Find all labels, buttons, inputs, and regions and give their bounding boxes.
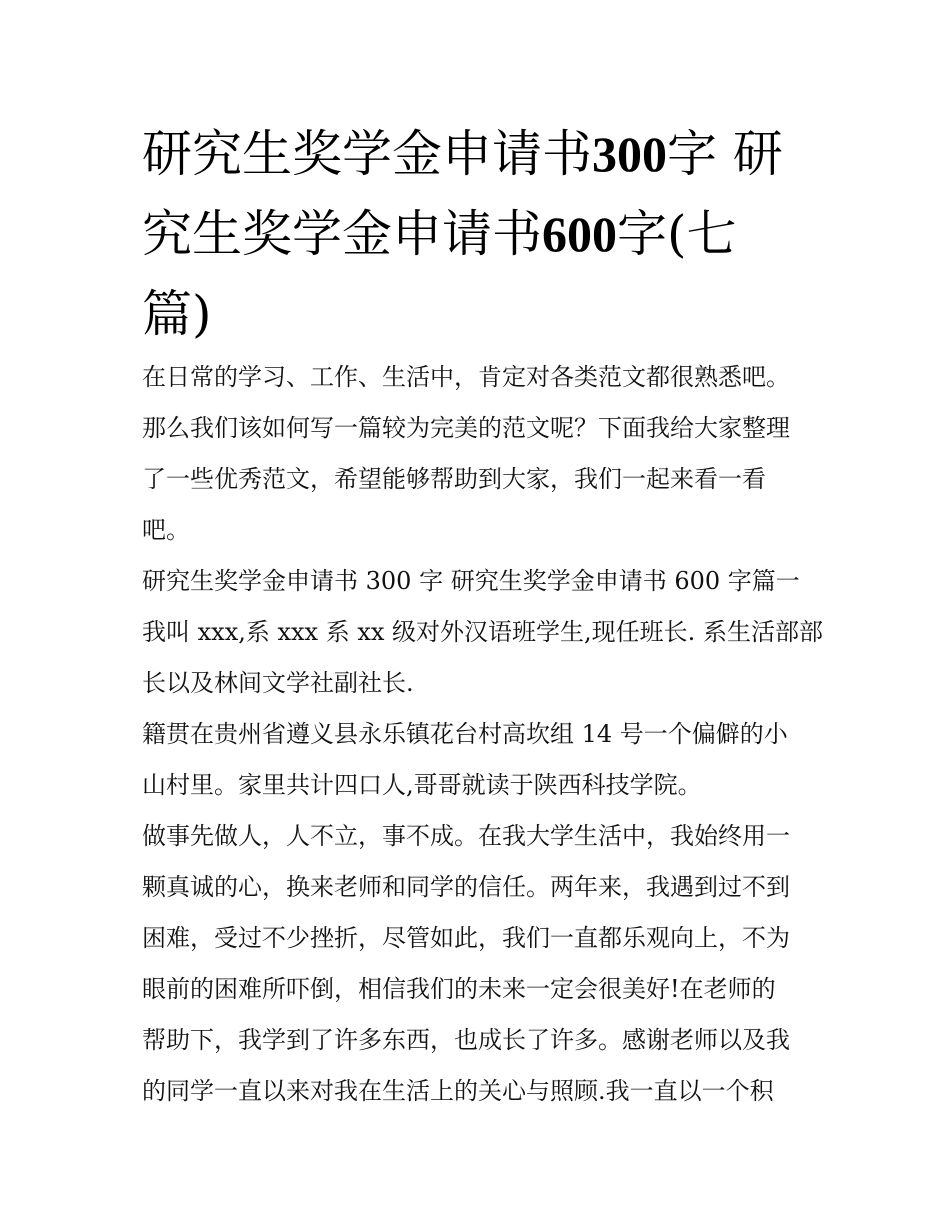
title-line-2: 究生奖学金申请书600字(七 [142,205,737,263]
document-title [142,114,832,354]
body-line: 在日常的学习、工作、生活中，肯定对各类范文都很熟悉吧。 [142,363,790,391]
body-line: 那么我们该如何写一篇较为完美的范文呢？下面我给大家整理 [142,414,790,442]
body-line: 我叫 xxx,系 xxx 系 xx 级对外汉语班学生,现任班长. 系生活部部 [142,618,823,646]
title-line-3: 篇) [142,285,212,343]
body-line: 眼前的困难所吓倒，相信我们的未来一定会很美好!在老师的 [142,975,776,1003]
body-line: 颗真诚的心，换来老师和同学的信任。两年来，我遇到过不到 [142,873,790,901]
body-line: 长以及林间文学社副社长. [142,669,414,697]
body-line: 籍贯在贵州省遵义县永乐镇花台村高坎组 14 号一个偏僻的小 [142,720,788,748]
body-line: 困难，受过不少挫折，尽管如此，我们一直都乐观向上，不为 [142,924,790,952]
body-line: 吧。 [142,516,190,544]
document-body [142,352,822,1117]
body-line: 的同学一直以来对我在生活上的关心与照顾.我一直以一个积 [142,1077,774,1105]
body-line: 山村里。家里共计四口人,哥哥就读于陕西科技学院。 [142,771,702,799]
title-line-1: 研究生奖学金申请书300字 研 [142,125,783,183]
body-line: 做事先做人，人不立，事不成。在我大学生活中，我始终用一 [142,822,790,850]
body-line: 了一些优秀范文，希望能够帮助到大家，我们一起来看一看 [142,465,766,493]
body-line: 研究生奖学金申请书 300 字 研究生奖学金申请书 600 字篇一 [142,567,800,595]
body-line: 帮助下，我学到了许多东西，也成长了许多。感谢老师以及我 [142,1026,790,1054]
